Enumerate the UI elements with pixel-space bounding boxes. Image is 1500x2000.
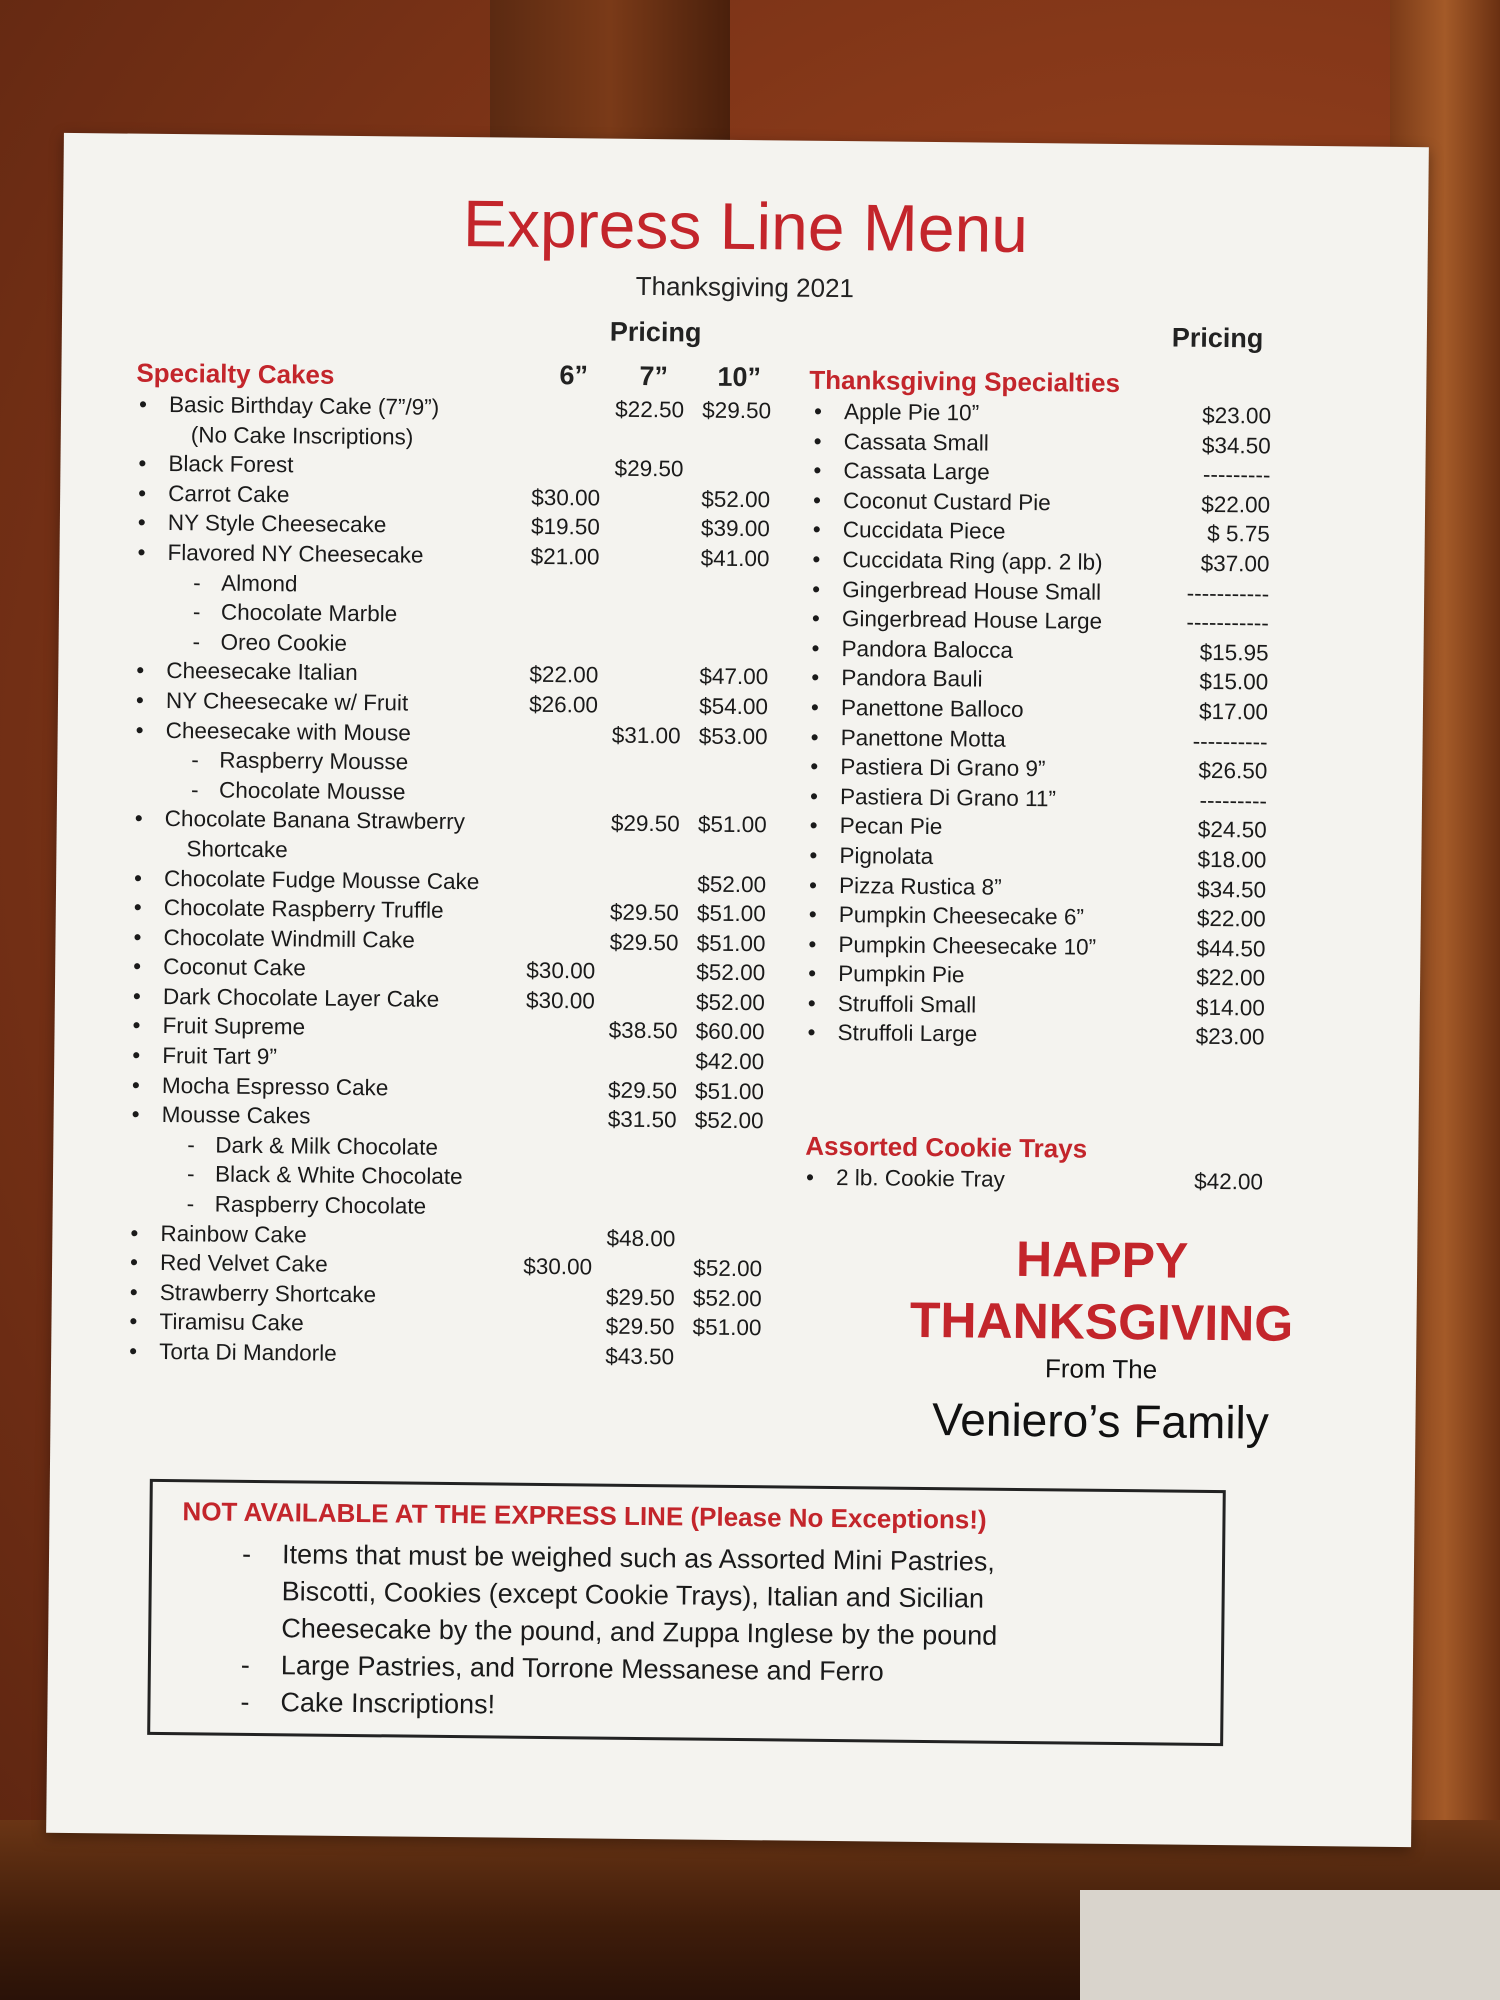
item-name: Panettone Motta (840, 724, 1006, 752)
item-name: Struffoli Small (837, 990, 977, 1018)
bullet-icon: • (131, 1101, 140, 1127)
bullet-icon: • (810, 724, 819, 750)
size-header-6: 6” (559, 360, 589, 391)
notice-line-1: Items that must be weighed such as Assorted Mini Pastries, (281, 1539, 996, 1577)
price-10in: $51.00 (694, 1078, 765, 1104)
notice-line-2: Biscotti, Cookies (except Cookie Trays), Italian and Sicilian (281, 1576, 985, 1614)
happy-text: HAPPY (1015, 1230, 1189, 1289)
item-name: Pandora Balocca (841, 635, 1014, 663)
item-price: $26.50 (1198, 757, 1268, 784)
price-10in: $42.00 (695, 1048, 765, 1075)
bullet-icon: • (135, 687, 145, 713)
price-10in: $52.00 (696, 959, 766, 986)
bullet-icon: • (129, 1338, 138, 1364)
price-10in: $60.00 (695, 1019, 765, 1045)
price-7in: $31.50 (607, 1106, 677, 1133)
item-name: Pignolata (839, 842, 934, 869)
cake-name: Torta Di Mandorle (159, 1338, 337, 1366)
item-name: Coconut Custard Pie (843, 487, 1051, 516)
cake-name: NY Style Cheesecake (167, 510, 387, 538)
dash-icon: - (192, 599, 201, 625)
cookie-trays-title: Assorted Cookie Trays (805, 1130, 1088, 1164)
right-pricing-header: Pricing (1171, 322, 1264, 354)
price-6in: $26.00 (529, 691, 599, 718)
price-10in: $51.00 (696, 930, 766, 956)
item-name: Pandora Bauli (841, 665, 983, 692)
item-name: Pastiera Di Grano 9” (840, 754, 1046, 782)
dash-icon: - (190, 776, 199, 803)
item-price: $22.00 (1196, 905, 1266, 932)
price-10in: $52.00 (693, 1255, 763, 1282)
item-name: Pizza Rustica 8” (838, 872, 1002, 900)
bullet-icon: • (811, 605, 820, 631)
price-7in: $48.00 (606, 1225, 676, 1251)
bullet-icon: • (134, 805, 143, 832)
cake-name: (No Cake Inscriptions) (190, 421, 414, 450)
item-name: Cassata Large (843, 458, 990, 485)
price-10in: $39.00 (700, 515, 770, 542)
item-price: $34.50 (1201, 432, 1271, 459)
item-price: ---------- (1192, 728, 1268, 755)
cake-name: Black Forest (168, 451, 294, 478)
item-name: Pumpkin Cheesecake 6” (838, 902, 1085, 930)
bullet-icon: • (136, 658, 145, 684)
happy-thanksgiving (821, 1226, 1382, 1356)
cake-name: Cheesecake with Mouse (165, 717, 411, 746)
item-price: $ 5.75 (1207, 521, 1270, 547)
price-10in: $51.00 (696, 900, 766, 927)
cake-name: Raspberry Mousse (219, 747, 409, 775)
item-name: 2 lb. Cookie Tray (835, 1165, 1005, 1192)
bullet-icon: • (808, 901, 817, 927)
cake-name: Rainbow Cake (160, 1220, 307, 1248)
cake-name: Tiramisu Cake (159, 1309, 304, 1336)
item-price: ----------- (1186, 580, 1270, 607)
bullet-icon: • (808, 961, 817, 987)
wood-frame-top (490, 0, 730, 150)
item-name: Gingerbread House Small (842, 576, 1102, 605)
item-price: $42.00 (1194, 1168, 1264, 1195)
price-6in: $30.00 (526, 958, 596, 984)
from-the-text: From The (1044, 1353, 1158, 1385)
item-price: ----------- (1186, 609, 1270, 636)
dash-icon: - (192, 629, 201, 655)
bullet-icon: • (813, 487, 822, 513)
price-7in: $29.50 (609, 899, 679, 926)
cake-name: Dark Chocolate Layer Cake (162, 983, 440, 1012)
cake-name: Chocolate Mousse (218, 777, 406, 805)
notice-line-3: Cheesecake by the pound, and Zuppa Inglese by the pound (281, 1613, 998, 1651)
price-7in: $29.50 (605, 1284, 675, 1311)
price-10in: $53.00 (698, 723, 768, 749)
specialty-item (799, 1020, 1359, 1055)
item-name: Gingerbread House Large (841, 606, 1103, 634)
item-name: Cuccidata Ring (app. 2 lb) (842, 547, 1103, 575)
cake-name: Black & White Chocolate (214, 1161, 463, 1190)
bullet-icon: • (807, 1020, 816, 1046)
cookie-item (798, 1165, 1358, 1200)
bullet-icon: • (133, 894, 142, 920)
price-10in: $51.00 (692, 1314, 762, 1341)
menu-subtitle: Thanksgiving 2021 (635, 270, 855, 304)
bullet-icon: • (812, 576, 821, 602)
price-10in: $52.00 (697, 871, 767, 897)
item-name: Struffoli Large (837, 1020, 978, 1047)
left-pricing-header: Pricing (609, 316, 702, 348)
thanksgiving-specialties-title: Thanksgiving Specialties (809, 364, 1121, 398)
cake-name: Carrot Cake (168, 480, 290, 508)
bullet-icon: • (134, 865, 143, 891)
floor-tile (1080, 1890, 1500, 2000)
family-name: Veniero’s Family (931, 1393, 1270, 1449)
bullet-icon: • (132, 983, 141, 1009)
item-price: $34.50 (1197, 876, 1267, 903)
item-price: $24.50 (1197, 817, 1267, 843)
item-price: $23.00 (1202, 402, 1272, 429)
cake-name: Chocolate Raspberry Truffle (163, 895, 444, 924)
bullet-icon: • (813, 457, 822, 484)
thanksgiving-specialties-list (799, 399, 1366, 1056)
cake-name: Mousse Cakes (161, 1102, 311, 1129)
bullet-icon: • (129, 1279, 138, 1305)
dash-icon: - (191, 747, 200, 773)
not-available-box (147, 1479, 1226, 1746)
cake-name: Coconut Cake (163, 954, 306, 981)
bullet-icon: • (805, 1164, 815, 1190)
bullet-icon: • (811, 635, 820, 661)
price-10in: $52.00 (701, 486, 771, 513)
item-price: --------- (1199, 787, 1268, 814)
thanksgiving-text: THANKSGIVING (909, 1291, 1294, 1352)
item-price: $15.00 (1199, 669, 1269, 695)
price-7in: $29.50 (607, 1077, 678, 1104)
cake-name: Chocolate Marble (220, 599, 398, 627)
cake-name: Mocha Espresso Cake (161, 1072, 389, 1101)
specialty-cakes-list (121, 392, 791, 1375)
cake-name: Oreo Cookie (220, 629, 348, 656)
menu-sheet (46, 133, 1429, 1847)
dash-icon: - (186, 1161, 195, 1187)
menu-title: Express Line Menu (462, 186, 1029, 266)
bullet-icon: • (133, 924, 142, 950)
notice-line-5: Cake Inscriptions! (280, 1687, 496, 1720)
cake-name: Dark & Milk Chocolate (215, 1132, 439, 1160)
bullet-icon: • (812, 546, 821, 572)
bullet-icon: • (131, 1072, 140, 1098)
dash-icon: - (193, 569, 201, 595)
bullet-icon: • (809, 813, 818, 839)
cookie-trays-list (798, 1165, 1358, 1200)
bullet-icon: • (138, 391, 148, 417)
price-10in: $52.00 (692, 1285, 762, 1312)
bullet-icon: • (130, 1220, 139, 1246)
bullet-icon: • (809, 842, 818, 868)
price-7in: $29.50 (605, 1314, 675, 1340)
cake-name: Chocolate Windmill Cake (163, 924, 415, 953)
item-price: $37.00 (1200, 550, 1270, 577)
price-10in: $47.00 (699, 663, 769, 690)
price-7in: $29.50 (610, 810, 680, 837)
price-10in: $54.00 (699, 693, 769, 720)
item-price: --------- (1202, 462, 1271, 488)
notice-dash-1: - (241, 1538, 252, 1569)
bullet-icon: • (810, 753, 819, 779)
item-price: $44.50 (1196, 935, 1266, 962)
price-10in: $29.50 (702, 397, 772, 424)
dash-icon: - (187, 1132, 195, 1158)
specialty-cakes-title: Specialty Cakes (136, 357, 335, 390)
item-name: Cuccidata Piece (842, 517, 1006, 545)
cake-name: Raspberry Chocolate (214, 1191, 427, 1219)
notice-dash-3: - (240, 1686, 250, 1717)
dash-icon: - (186, 1191, 195, 1217)
bullet-icon: • (132, 1042, 141, 1068)
bullet-icon: • (811, 665, 820, 691)
item-name: Apple Pie 10” (843, 399, 980, 426)
item-price: $17.00 (1198, 698, 1269, 725)
price-6in: $21.00 (530, 543, 600, 570)
bullet-icon: • (810, 694, 819, 720)
item-name: Pumpkin Cheesecake 10” (838, 931, 1097, 960)
cake-name: Shortcake (186, 836, 288, 863)
cake-item (121, 1339, 781, 1376)
cake-name: Cheesecake Italian (166, 658, 358, 686)
bullet-icon: • (808, 872, 818, 898)
bullet-icon: • (138, 480, 147, 506)
price-10in: $51.00 (697, 811, 767, 838)
cake-name: Fruit Supreme (162, 1013, 306, 1040)
item-price: $14.00 (1195, 994, 1265, 1021)
cake-name: Fruit Tart 9” (162, 1043, 278, 1070)
item-name: Cassata Small (843, 428, 989, 456)
item-price: $22.00 (1196, 965, 1266, 991)
bullet-icon: • (137, 539, 146, 565)
cake-name: Chocolate Banana Strawberry (164, 806, 466, 835)
price-7in: $29.50 (609, 929, 679, 956)
bullet-icon: • (132, 1013, 141, 1039)
cake-name: Almond (221, 570, 298, 596)
price-7in: $31.00 (611, 722, 681, 748)
price-10in: $52.00 (695, 989, 765, 1016)
price-10in: $52.00 (694, 1107, 764, 1134)
cake-name: Strawberry Shortcake (159, 1279, 377, 1308)
bullet-icon: • (813, 428, 822, 454)
item-price: $22.00 (1201, 491, 1271, 518)
item-name: Pecan Pie (839, 813, 943, 840)
bullet-icon: • (809, 783, 819, 809)
cake-name: Basic Birthday Cake (7”/9”) (168, 392, 440, 420)
price-6in: $30.00 (523, 1253, 593, 1280)
cake-name: Red Velvet Cake (159, 1250, 328, 1277)
size-header-10: 10” (717, 361, 762, 393)
bullet-icon: • (138, 450, 147, 476)
item-price: $18.00 (1197, 846, 1267, 873)
bullet-icon: • (135, 717, 144, 743)
size-header-7: 7” (639, 360, 669, 392)
notice-dash-2: - (240, 1649, 251, 1680)
price-7in: $29.50 (614, 455, 684, 482)
bullet-icon: • (813, 398, 823, 424)
notice-line-4: Large Pastries, and Torrone Messanese and Ferro (280, 1650, 884, 1687)
price-7in: $38.50 (608, 1018, 678, 1044)
price-6in: $19.50 (530, 514, 600, 540)
bullet-icon: • (133, 953, 142, 980)
price-10in: $41.00 (700, 545, 770, 572)
bullet-icon: • (807, 990, 816, 1016)
price-7in: $22.50 (615, 396, 685, 423)
cake-name: Flavored NY Cheesecake (167, 539, 424, 568)
bullet-icon: • (137, 510, 146, 536)
item-name: Panettone Balloco (840, 695, 1024, 722)
item-price: $15.95 (1199, 639, 1269, 666)
bullet-icon: • (129, 1249, 139, 1275)
bullet-icon: • (812, 517, 821, 543)
cake-name: Chocolate Fudge Mousse Cake (164, 865, 480, 894)
item-name: Pumpkin Pie (838, 961, 965, 988)
item-price: $23.00 (1195, 1024, 1265, 1050)
price-6in: $22.00 (529, 662, 599, 688)
bullet-icon: • (808, 931, 817, 957)
cake-name: NY Cheesecake w/ Fruit (165, 687, 409, 716)
price-6in: $30.00 (525, 987, 596, 1014)
price-6in: $30.00 (531, 484, 601, 511)
price-7in: $43.50 (605, 1343, 675, 1370)
bullet-icon: • (129, 1309, 138, 1335)
not-available-title: NOT AVAILABLE AT THE EXPRESS LINE (Please No Exceptions!) (182, 1496, 987, 1535)
item-name: Pastiera Di Grano 11” (839, 783, 1057, 812)
